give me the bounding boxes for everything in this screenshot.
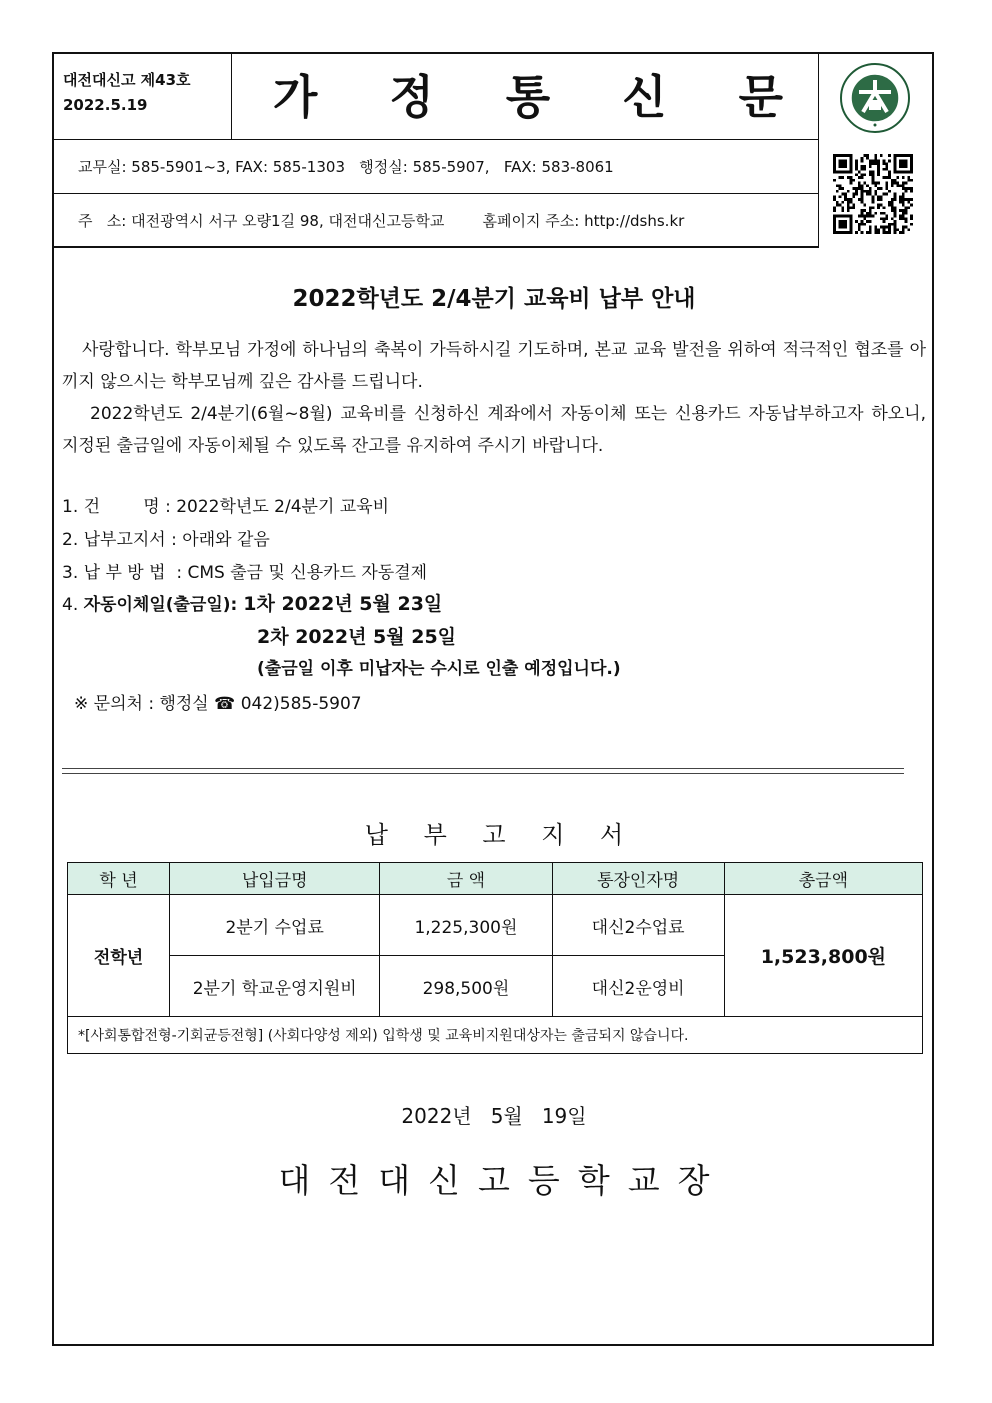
header-contact-row [54, 140, 932, 194]
total-cell: 1,523,800원 [724, 895, 922, 1017]
table-note-row [68, 1017, 923, 1054]
exemption-note: *[사회통합전형-기회균등전형] (사회다양성 제외) 입학생 및 교육비지원대상자는 출금되지 않습니다. [68, 1017, 923, 1054]
withdrawal-note: (출금일 이후 미납자는 수시로 인출 예정입니다.) [257, 659, 621, 679]
header-item-name: 납입금명 [170, 863, 380, 895]
grade-cell: 전학년 [68, 895, 170, 1017]
item-name-cell: 2분기 수업료 [170, 895, 380, 956]
issue-date: 2022.5.19 [63, 96, 148, 114]
item-subject: 1. 건 명 : 2022학년도 2/4분기 교육비 [62, 497, 390, 517]
inquiry-contact: ※ 문의처 : 행정실 ☎ 042)585-5907 [74, 694, 362, 714]
item-withdrawal-label: 자동이체일(출금일): [83, 595, 244, 615]
header-amount: 금 액 [380, 863, 552, 895]
header-address-row [54, 194, 932, 248]
school-address: 주 소: 대전광역시 서구 오량1길 98, 대전대신고등학교 홈페이지 주소: http://dshs.kr [78, 212, 685, 230]
amount-cell: 298,500원 [380, 956, 552, 1017]
qr-code-icon [833, 154, 913, 234]
issue-info [54, 54, 232, 140]
account-name-cell: 대신2운영비 [552, 956, 724, 1017]
amount-cell: 1,225,300원 [380, 895, 552, 956]
item-withdrawal [62, 589, 442, 616]
issue-date-footer: 2022년 5월 19일 [401, 1104, 587, 1128]
withdrawal-date-2: 2차 2022년 5월 25일 [257, 626, 457, 648]
header-grade: 학 년 [68, 863, 170, 895]
item-invoice: 2. 납부고지서 : 아래와 같음 [62, 530, 270, 550]
double-divider [62, 768, 904, 774]
header-total: 총금액 [724, 863, 922, 895]
item-withdrawal-number: 4. [62, 595, 84, 615]
invoice-title: 납 부 고 지 서 [364, 821, 638, 849]
item-name-cell: 2분기 학교운영지원비 [170, 956, 380, 1017]
header-title-row [54, 54, 932, 140]
notice-title: 2022학년도 2/4분기 교육비 납부 안내 [292, 286, 696, 312]
issue-number: 대전대신고 제43호 [63, 71, 191, 89]
table-row [68, 895, 923, 956]
greeting-paragraph: 사랑합니다. 학부모님 가정에 하나님의 축복이 가득하시길 기도하며, 본교 교육 발전을 위하여 적극적인 협조를 아끼지 않으시는 학부모님께 깊은 감사를 드립니다. [62, 340, 926, 392]
document-frame [52, 52, 934, 1346]
header-account-name: 통장인자명 [552, 863, 724, 895]
school-emblem-icon [839, 62, 911, 134]
invoice-table [67, 862, 923, 1054]
table-header-row [68, 863, 923, 895]
account-name-cell: 대신2수업료 [552, 895, 724, 956]
principal-signature: 대전대신고등학교장 [278, 1161, 728, 1200]
payment-paragraph: 2022학년도 2/4분기(6월~8월) 교육비를 신청하신 계좌에서 자동이체 또는 신용카드 자동납부하고자 하오니, 지정된 출금일에 자동이체될 수 있도록 잔고를 유지하여 주시기 바랍니다. [62, 404, 926, 456]
logo-qr-cell [818, 54, 932, 248]
item-method: 3. 납 부 방 법 : CMS 출금 및 신용카드 자동결제 [62, 563, 428, 583]
contact-numbers: 교무실: 585-5901~3, FAX: 585-1303 행정실: 585-5907, FAX: 583-8061 [78, 158, 614, 176]
withdrawal-date-1: 1차 2022년 5월 23일 [243, 593, 443, 615]
newsletter-title: 가 정 통 신 문 [272, 70, 812, 124]
